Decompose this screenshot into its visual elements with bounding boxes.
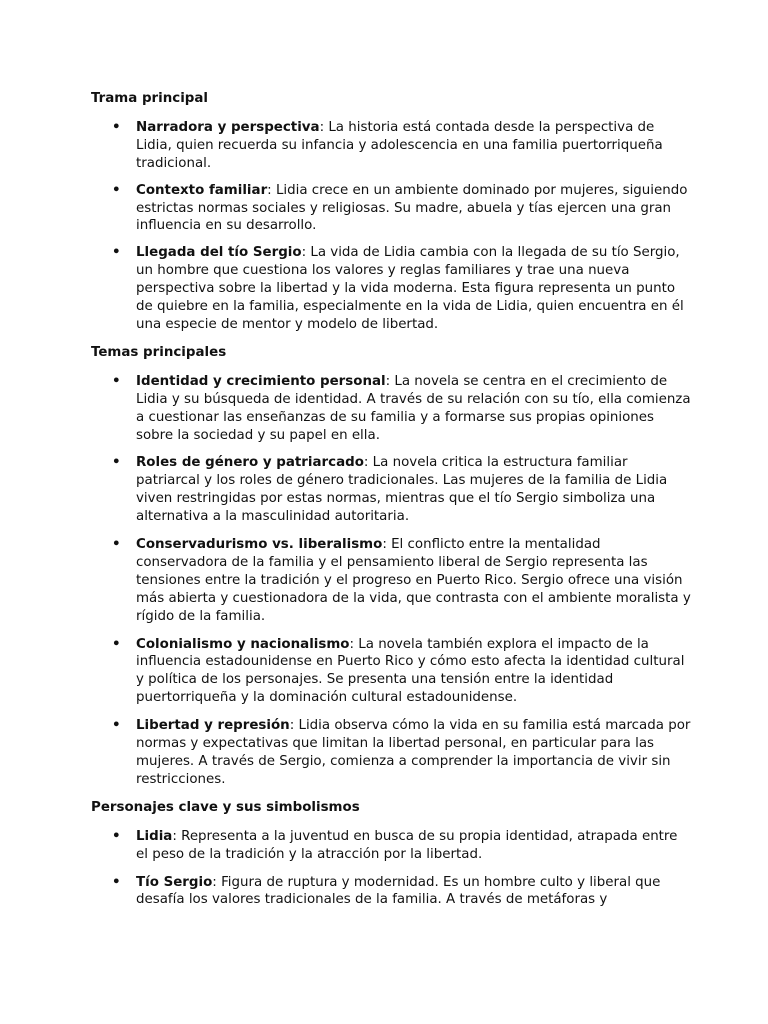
bullet-icon: • [112,182,121,198]
section-heading: Personajes clave y sus simbolismos [91,799,360,815]
item-text: : El conflicto entre la mentalidad conservadora de la familia y el pensamiento liberal de Sergio representa las tensiones entre la tradición y el progreso en Puerto Rico. Sergio ofrece una visión más abierta y cuestionadora de la vida, que contrasta con el ambiente moralista y rígido de la familia. [136,537,691,624]
item-text: : Lidia observa cómo la vida en su familia está marcada por normas y expectativas que limitan la libertad personal, en particular para las mujeres. A través de Sergio, comienza a comprender la importancia de vivir sin restricciones. [136,718,691,787]
list-item [91,119,691,173]
list-item [91,454,691,526]
bullet-icon: • [112,373,121,389]
bullet-icon: • [112,537,121,553]
bullet-list [91,373,691,789]
bullet-icon: • [112,718,121,734]
item-text: : La novela también explora el impacto de la influencia estadounidense en Puerto Rico y cómo esto afecta la identidad cultural y política de los personajes. Se presenta una tensión entre la identidad puertorriqueña y la dominación cultural estadounidense. [136,636,685,706]
item-text: : Figura de ruptura y modernidad. Es un hombre culto y liberal que desafía los valores tradicionales de la familia. A través de metáforas y [136,874,661,908]
list-item [91,828,691,864]
item-text: : La historia está contada desde la perspectiva de Lidia, quien recuerda su infancia y adolescencia en una familia puertorriqueña tradicional. [136,119,663,171]
item-text: : La novela se centra en el crecimiento de Lidia y su búsqueda de identidad. A través de su relación con su tío, ella comienza a cuestionar las enseñanzas de su familia y a formarse sus propias opiniones sobre la sociedad y su papel en ella. [136,373,691,443]
bullet-icon: • [112,636,121,652]
list-item [91,182,691,236]
list-item [91,373,691,445]
item-text: : Lidia crece en un ambiente dominado por mujeres, siguiendo estrictas normas sociales y religiosas. Su madre, abuela y tías ejercen una gran influencia en su desarrollo. [136,182,688,234]
section-heading: Temas principales [91,344,227,360]
section-heading: Trama principal [91,91,209,106]
item-text: : La novela critica la estructura familiar patriarcal y los roles de género tradicionales. Las mujeres de la familia de Lidia viven restringidas por estas normas, mientras que el tío Sergio simboliza una alternativa a la masculinidad autoritaria. [136,455,668,525]
section-trama-principal [91,90,691,334]
list-item [91,636,691,708]
item-term: Narradora y perspectiva [136,119,320,135]
item-term: Contexto familiar [136,182,268,198]
item-term: Identidad y crecimiento personal [136,373,386,389]
item-term: Tío Sergio [136,874,213,890]
item-term: Llegada del tío Sergio [136,245,302,261]
section-temas-principales [91,344,691,789]
item-term: Conservadurismo vs. liberalismo [136,537,383,553]
document-body [91,90,691,996]
document-page [91,90,691,996]
item-term: Roles de género y patriarcado [136,455,364,471]
list-item [91,244,691,334]
bullet-icon: • [112,245,121,261]
item-term: Lidia [136,828,173,844]
bullet-icon: • [112,874,121,890]
section-personajes-clave [91,799,691,910]
list-item [91,874,691,910]
bullet-list [91,119,691,334]
item-text: : La vida de Lidia cambia con la llegada de su tío Sergio, un hombre que cuestiona los valores y reglas familiares y trae una nueva perspectiva sobre la libertad y la vida moderna. Esta figura representa un punto de quiebre en la familia, especialmente en la vida de Lidia, quien encuentra en él una especie de mentor y modelo de libertad. [136,245,684,332]
item-term: Colonialismo y nacionalismo [136,636,350,652]
item-term: Libertad y represión [136,718,290,734]
bullet-icon: • [112,455,121,471]
bullet-list [91,828,691,910]
bullet-icon: • [112,828,121,844]
item-text: : Representa a la juventud en busca de su propia identidad, atrapada entre el peso de la tradición y la atracción por la libertad. [136,828,678,862]
list-item [91,536,691,626]
bullet-icon: • [112,119,121,135]
list-item [91,717,691,789]
